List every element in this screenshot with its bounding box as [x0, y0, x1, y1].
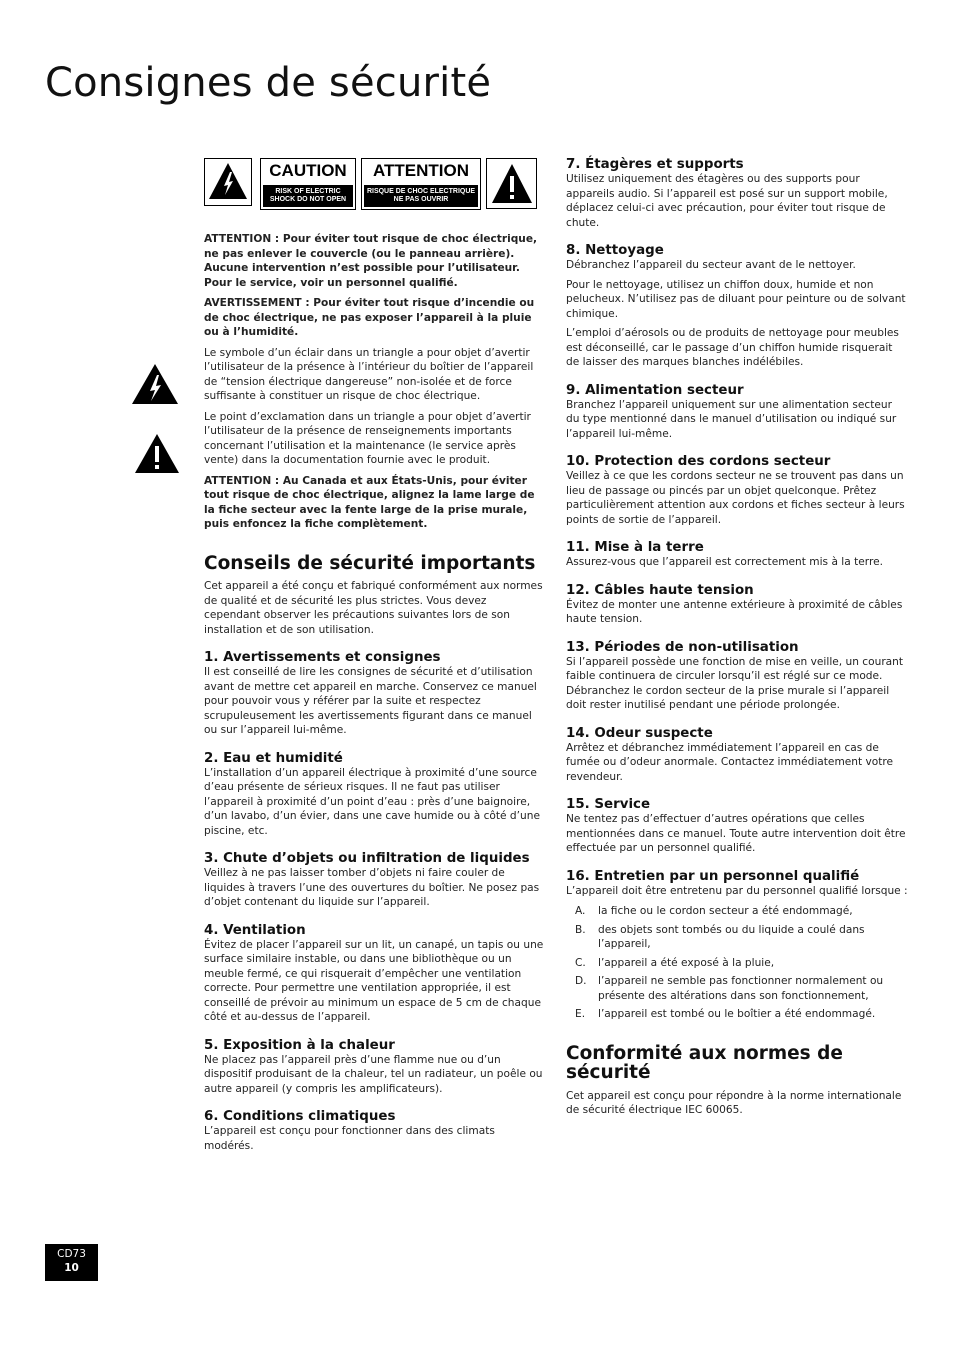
- conditions-list: [566, 904, 908, 1022]
- section-2: [204, 751, 544, 839]
- list-text: l’appareil a été exposé à la pluie,: [598, 956, 775, 969]
- section-4: [204, 923, 544, 1025]
- attention-text: ATTENTION: [372, 161, 469, 180]
- safety-intro: Cet appareil a été conçu et fabriqué conformément aux normes de qualité et de sécurité les plus strictes. Vous devez cependant observer les précautions suivantes lors de son installation et de son utilisation.: [204, 580, 543, 636]
- section-text: Utilisez uniquement des étagères ou des supports pour appareils audio. Si l’appareil est posé sur un support mobile, déplacez celui-ci avec précaution, pour éviter tout risque de chute.: [566, 173, 888, 229]
- section-12: [566, 583, 908, 627]
- section-text: Arrêtez et débranchez immédiatement l’appareil en cas de fumée ou d’odeur anormale. Contactez immédiatement votre revendeur.: [566, 741, 894, 783]
- section-title: 10. Protection des cordons secteur: [566, 454, 831, 469]
- section-3: [204, 851, 544, 910]
- section-title: 3. Chute d’objets ou infiltration de liquides: [204, 851, 530, 866]
- section-text: Ne tentez pas d’effectuer d’autres opérations que celles mentionnées dans ce manuel. Toute autre intervention doit être effectuée par un personnel qualifié.: [566, 813, 906, 854]
- section-13: [566, 640, 908, 713]
- left-column: [204, 158, 544, 1166]
- section-title: 9. Alimentation secteur: [566, 382, 744, 398]
- section-5: [204, 1038, 544, 1097]
- section-text: Évitez de placer l’appareil sur un lit, un canapé, un tapis ou une surface similaire instable, ou dans une bibliothèque ou un meuble fermé, ce qui risquerait d’empêcher une ventilation correcte. Pour permettre une ventilation appropriée, il est conseillé de prévoir au minimum un espace de 5 cm de chaque côté et au-dessus de l’appareil.: [204, 938, 544, 1023]
- section-14: [566, 726, 908, 785]
- section-text: Ne placez pas l’appareil près d’une flamme nue ou d’un dispositif produisant de la chaleur, tel un radiateur, un poêle ou autre appareil (y compris les amplificateurs).: [204, 1053, 543, 1095]
- section-text: Si l’appareil possède une fonction de mise en veille, un courant faible continuera de circuler lorsqu’il est réglé sur ce mode. Débranchez le cordon secteur de la prise murale si l’appareil doit rester inutilisé pendant une période prolongée.: [566, 655, 904, 711]
- section-title: 6. Conditions climatiques: [204, 1109, 396, 1124]
- section-title: 4. Ventilation: [204, 922, 306, 938]
- intro-exclamation-note: Le point d’exclamation dans un triangle a pour objet d’avertir l’utilisateur de la présence de renseignements importants concernant l’utilisation et la maintenance (le service après vente) dans la documentation fournie avec le produit.: [204, 410, 531, 466]
- list-marker: E.: [575, 1008, 586, 1020]
- safety-heading: Conseils de sécurité importants: [204, 552, 536, 574]
- conformity-text: Cet appareil est conçu pour répondre à la norme internationale de sécurité électrique IEC 60065.: [566, 1089, 902, 1116]
- conformity-heading: Conformité aux normes de sécurité: [566, 1042, 843, 1083]
- section-9: [566, 383, 908, 442]
- list-marker: A.: [575, 905, 586, 917]
- section-title: 16. Entretien par un personnel qualifié: [566, 868, 860, 884]
- list-text: la fiche ou le cordon secteur a été endommagé,: [598, 905, 853, 917]
- list-text: l’appareil est tombé ou le boîtier a été endommagé.: [598, 1008, 876, 1020]
- section-text: Veillez à ce que les cordons secteur ne se trouvent pas dans un lieu de passage ou pincés par un objet quelconque. Prêtez particulièrement attention aux cordons et fiches secteur à leurs points de sortie de l’appareil.: [566, 470, 905, 526]
- list-item: [566, 923, 908, 952]
- section-6: [204, 1109, 544, 1153]
- section-title: 8. Nettoyage: [566, 243, 664, 258]
- section-text: Branchez l’appareil uniquement sur une alimentation secteur du type mentionné dans le manuel d’utilisation ou indiqué sur l’appareil lui-même.: [566, 398, 897, 440]
- section-text: Assurez-vous que l’appareil est correctement mis à la terre.: [566, 556, 883, 568]
- caution-text: CAUTION: [269, 161, 347, 180]
- section-text: L’emploi d’aérosols ou de produits de nettoyage pour meubles est déconseillé, car le passage d’un chiffon humide risquerait de laisser des marques blanches indélébiles.: [566, 327, 899, 368]
- section-10: [566, 454, 908, 527]
- caution-label-panel: [204, 158, 544, 210]
- section-title: 5. Exposition à la chaleur: [204, 1037, 395, 1053]
- section-title: 11. Mise à la terre: [566, 540, 704, 555]
- section-text: L’installation d’un appareil électrique à proximité d’une source d’eau présente de sérieux risques. Il ne faut pas utiliser l’appareil à proximité d’un point d’eau : près d’une baignoire, d’un lavabo, d’un évier, dans une cave humide ou à côté d’une piscine, etc.: [204, 766, 540, 837]
- section-title: 7. Étagères et supports: [566, 157, 744, 172]
- list-item: [566, 904, 908, 919]
- section-title: 12. Câbles haute tension: [566, 582, 754, 598]
- section-8: [566, 243, 908, 370]
- intro-lightning-note: Le symbole d’un éclair dans un triangle a pour objet d’avertir l’utilisateur de la présence à l’intérieur du boîtier de l’appareil de “tension électrique dangereuse” non-isolée et de force suffisante à constituer un risque de choc électrique.: [204, 346, 534, 402]
- section-title: 13. Périodes de non-utilisation: [566, 639, 799, 655]
- section-title: 2. Eau et humidité: [204, 750, 343, 766]
- right-column: [566, 157, 908, 1124]
- intro-attention: ATTENTION : Pour éviter tout risque de choc électrique, ne pas enlever le couvercle (ou le panneau arrière). Aucune intervention n’est possible pour l’utilisateur. Pour le service, voir un personnel qualifié.: [204, 233, 538, 289]
- section-16: [566, 869, 908, 1022]
- model-name: CD73: [57, 1248, 86, 1260]
- section-15: [566, 797, 908, 856]
- list-marker: B.: [575, 923, 586, 936]
- page-footer-badge: [45, 1244, 98, 1281]
- section-11: [566, 540, 908, 570]
- exclamation-box: [486, 158, 537, 209]
- exclamation-warning-icon: [134, 433, 180, 474]
- section-title: 1. Avertissements et consignes: [204, 650, 441, 665]
- page-number: 10: [64, 1262, 79, 1274]
- section-text: L’appareil est conçu pour fonctionner dans des climats modérés.: [204, 1125, 495, 1152]
- list-item: [566, 956, 908, 971]
- list-item: [566, 974, 908, 1003]
- intro-canada-note: ATTENTION : Au Canada et aux États-Unis, pour éviter tout risque de choc électrique, alignez la lame large de la fiche secteur avec la fente large de la prise murale, puis enfoncez la fiche complètement.: [204, 474, 535, 530]
- lightning-triangle-icon: [206, 160, 250, 204]
- list-marker: D.: [575, 975, 587, 987]
- lightning-warning-icon: [131, 363, 179, 405]
- list-marker: C.: [575, 956, 586, 969]
- section-text: Pour le nettoyage, utilisez un chiffon doux, humide et non pelucheux. N’utilisez pas de diluant pour peinture ou de solvant chimique.: [566, 278, 906, 320]
- section-text: Il est conseillé de lire les consignes de sécurité et d’utilisation avant de mettre cet appareil en marche. Conservez ce manuel pour pouvoir vous y référer par la suite et respectez scrupuleusement les avertissements figurant dans ce manuel ou sur l’appareil lui-même.: [204, 666, 537, 736]
- caution-subtext: RISK OF ELECTRIC SHOCK DO NOT OPEN: [263, 185, 353, 207]
- section-7: [566, 157, 908, 230]
- section-text: L’appareil doit être entretenu par du personnel qualifié lorsque :: [566, 884, 908, 897]
- attention-subtext: RISQUE DE CHOC ELECTRIQUE NE PAS OUVRIR: [364, 185, 478, 207]
- lightning-box: [204, 158, 252, 206]
- list-text: l’appareil ne semble pas fonctionner normalement ou présente des altérations dans son fonctionnement,: [598, 975, 884, 1002]
- section-title: 15. Service: [566, 797, 651, 812]
- section-1: [204, 650, 544, 738]
- section-text: Évitez de monter une antenne extérieure à proximité de câbles haute tension.: [566, 598, 903, 625]
- attention-label: [361, 158, 481, 210]
- page-title: Consignes de sécurité: [45, 60, 492, 106]
- section-text: Débranchez l’appareil du secteur avant de le nettoyer.: [566, 259, 856, 271]
- caution-label: [260, 158, 356, 210]
- list-item: [566, 1007, 908, 1022]
- exclamation-triangle-icon: [489, 161, 535, 207]
- section-title: 14. Odeur suspecte: [566, 725, 713, 741]
- intro-avertissement: AVERTISSEMENT : Pour éviter tout risque d’incendie ou de choc électrique, ne pas exposer l’appareil à la pluie ou à l’humidité.: [204, 297, 535, 338]
- section-text: Veillez à ne pas laisser tomber d’objets ni faire couler de liquides à travers l’une des ouvertures du boîtier. Ne posez pas d’objet contenant du liquide sur l’appareil.: [204, 867, 540, 908]
- list-text: des objets sont tombés ou du liquide a coulé dans l’appareil,: [598, 923, 865, 950]
